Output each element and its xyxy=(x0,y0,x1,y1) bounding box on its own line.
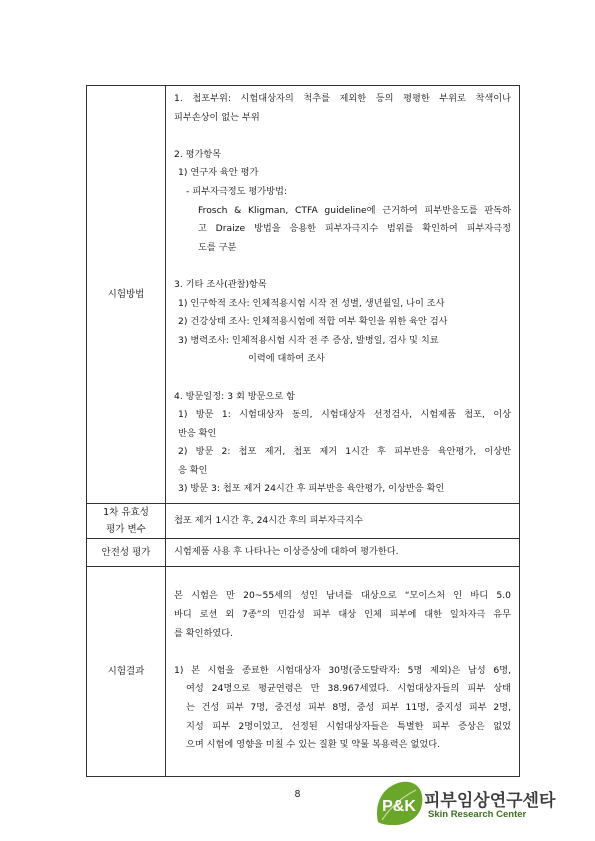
result-line: 1) 본 시험을 종료한 시험대상자 30명(중도탈락자: 5명 제외)은 남성 6명, xyxy=(174,664,511,676)
method-line: - 피부자극정도 평가방법: xyxy=(186,185,288,197)
row-label-efficacy xyxy=(87,504,166,539)
method-line: 3. 기타 조사(관찰)항목 xyxy=(174,278,267,290)
method-line: 이력에 대하여 조사 xyxy=(248,353,325,365)
method-line: 2. 평가항목 xyxy=(174,148,222,160)
table-row-safety xyxy=(87,539,520,567)
method-line: 반응 확인 xyxy=(178,427,217,439)
method-line: 피부손상이 없는 부위 xyxy=(174,111,260,123)
row-label-method: 시험방법 xyxy=(87,86,166,504)
row-label-efficacy-line: 1차 유효성 xyxy=(103,507,149,519)
safety-text: 시험제품 사용 후 나타나는 이상증상에 대하여 평가한다. xyxy=(166,539,520,567)
spacer xyxy=(174,369,511,388)
efficacy-text: 첩포 제거 1시간 후, 24시간 후의 피부자극지수 xyxy=(166,504,520,539)
method-line: 2) 건강상태 조사: 인체적용시험에 적합 여부 확인을 위한 육안 검사 xyxy=(178,316,448,328)
result-line: 으며 시험에 영향을 미칠 수 있는 질환 및 약물 복용력은 없었다. xyxy=(186,739,441,751)
pk-leaf-icon xyxy=(372,778,428,828)
company-logo xyxy=(372,778,572,828)
logo-subtitle: Skin Research Center xyxy=(428,809,527,820)
result-line: 본 시험은 만 20~55세의 성인 남녀를 대상으로 “모이스처 인 바디 5.0 xyxy=(174,590,511,602)
method-line: 도를 구분 xyxy=(198,241,237,253)
page-number: 8 xyxy=(294,789,301,800)
method-line: Frosch & Kligman, CTFA guideline에 근거하여 피부반응도를 판독하 xyxy=(198,204,511,216)
method-line: 1) 인구학적 조사: 인체적용시험 시작 전 성별, 생년월일, 나이 조사 xyxy=(178,297,445,309)
method-line: 응 확인 xyxy=(178,464,208,476)
method-line: 1) 방문 1: 시험대상자 동의, 시험대상자 선정검사, 시험제품 첩포, 이상 xyxy=(178,409,511,421)
method-content xyxy=(166,86,520,504)
logo-title: 피부임상연구센타 xyxy=(424,791,556,811)
row-label-safety: 안전성 평가 xyxy=(87,539,166,567)
result-line: 여성 24명으로 평균연령은 만 38.967세였다. 시험대상자들의 피부 상태 xyxy=(186,683,511,695)
protocol-table xyxy=(86,85,520,777)
method-line: 4. 방문일정: 3 회 방문으로 함 xyxy=(174,390,296,402)
table-row-result xyxy=(87,566,520,776)
result-line: 는 건성 피부 7명, 중건성 피부 8명, 중성 피부 11명, 중지성 피부 2명, xyxy=(186,702,511,714)
result-content xyxy=(166,566,520,776)
spacer xyxy=(174,257,511,276)
table-row-method xyxy=(87,86,520,504)
table-row-efficacy xyxy=(87,504,520,539)
method-line: 3) 방문 3: 첩포 제거 24시간 후 피부반응 육안평가, 이상반응 확인 xyxy=(178,483,445,495)
spacer xyxy=(174,643,511,662)
method-line: 고 Draize 방법을 응용한 피부자극지수 범위를 확인하여 피부자극정 xyxy=(198,223,511,235)
row-label-efficacy-line: 평가 변수 xyxy=(106,524,146,536)
result-line: 지성 피부 2명이었고, 선정된 시험대상자들은 특별한 피부 증상은 없었 xyxy=(186,720,511,732)
spacer xyxy=(174,127,511,146)
result-line: 를 확인하였다. xyxy=(174,627,234,639)
logo-mark: P&K xyxy=(382,798,416,815)
row-label-result: 시험결과 xyxy=(87,566,166,776)
method-line: 1) 연구자 육안 평가 xyxy=(178,167,259,179)
method-line: 2) 방문 2: 첩포 제거, 첩포 제거 1시간 후 피부반응 육안평가, 이상반 xyxy=(178,446,511,458)
method-line: 1. 첩포부위: 시험대상자의 척추를 제외한 등의 평평한 부위로 착색이나 xyxy=(174,93,511,104)
method-line: 3) 병력조사: 인체적용시험 시작 전 주 증상, 발병일, 검사 및 치료 xyxy=(178,334,439,346)
result-line: 바디 로션 외 7종”의 민감성 피부 대상 인체 피부에 대한 일차자극 유무 xyxy=(174,609,511,621)
